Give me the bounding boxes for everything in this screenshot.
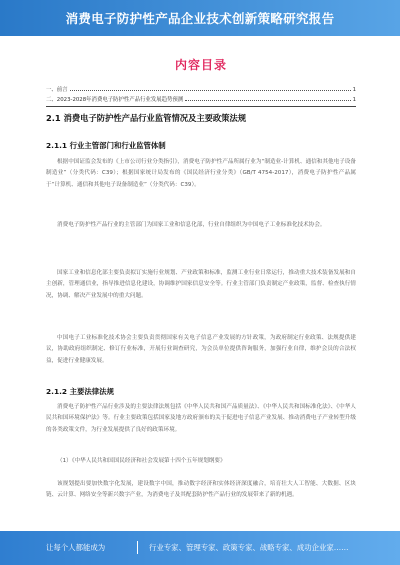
footer-slogan-left: 让每个人都能成为 [46,543,106,552]
toc-dot-leader [70,90,351,91]
toc-entry-1[interactable] [46,84,356,93]
paragraph: 消费电子防护性产品行业的主管部门为国家工业和信息化部，行业自律组织为中国电子工业标准化技术协会。 [57,222,326,228]
paragraph: 国家工业和信息化部主要负责拟订实施行业规划、产业政策和标准，监测工业行业日常运行，推动重大技术装备发展和自主创新，管理通信业，指导推进信息化建设，协调维护国家信息安全等。行业主管部门负责制定产业政策，监督、检查执行情况，协调、解决产业发展中的重大问题。 [46,270,356,299]
paragraph: 该规划提出要加快数字化发展，建设数字中国，推动数字经济和实体经济深度融合，培育壮大人工智能、大数据、区块链、云计算、网络安全等新兴数字产业，为消费电子及其配套防护性产品行业的发展带来了新的机遇。 [46,481,356,499]
toc-divider [46,106,356,107]
document-page [46,36,356,531]
footer-divider [137,541,138,554]
toc-entry-label: 二、2023-2028年消费电子防护性产品行业发展趋势预测 [46,97,184,103]
section-heading: 2.1 消费电子防护性产品行业监管情况及主要政策法规 [46,113,247,123]
footer-slogan-right: 行业专家、管理专家、政策专家、战略专家、成功企业家…… [149,543,349,552]
paragraph: 中国电子工业标准化技术协会主要负责贯彻国家有关电子信息产业发展的方针政策，为政府制定行业政策、法规提供建议，协助政府组织制定、修订行业标准，开展行业调查研究，为会员单位提供咨询服务，加强行业自律，维护会员的合法权益，促进行业健康发展。 [46,335,356,364]
footer-bar [0,531,400,565]
toc-entry-2[interactable] [46,94,356,103]
toc-entry-label: 一、前言 [46,87,68,93]
toc-title: 内容目录 [174,58,227,72]
paragraph: 消费电子防护性产品行业涉及的主要法律法规包括《中华人民共和国产品质量法》、《中华人民共和国标准化法》、《中华人民共和国环境保护法》等。行业主要政策包括国家及地方政府颁布的关于促进电子信息产业发展、推动消费电子产业转型升级的各类政策文件，为行业发展提供了良好的政策环境。 [46,404,356,433]
paragraph: （1）《中华人民共和国国民经济和社会发展第十四个五年规划纲要》 [57,458,226,464]
report-title: 消费电子防护性产品企业技术创新策略研究报告 [65,11,335,26]
toc-entry-page: 1 [352,87,356,93]
subsection-heading-1: 2.1.1 行业主管部门和行业监管体制 [46,141,166,150]
toc-entry-page: 1 [352,97,356,103]
toc-dot-leader [185,100,350,101]
paragraph: 根据中国证监会发布的《上市公司行业分类指引》，消费电子防护性产品所属行业为“制造业-计算机、通信和其他电子设备制造业”（分类代码：C39）；根据国家统计局发布的《国民经济行业分类》（GB/T 4754-2017），消费电子防护性产品属于“计算机、通信和其他电子设备制造业”（分类代码：C39）。 [46,159,356,188]
report-header-bar [0,0,400,36]
subsection-heading-2: 2.1.2 主要法律法规 [46,387,114,396]
